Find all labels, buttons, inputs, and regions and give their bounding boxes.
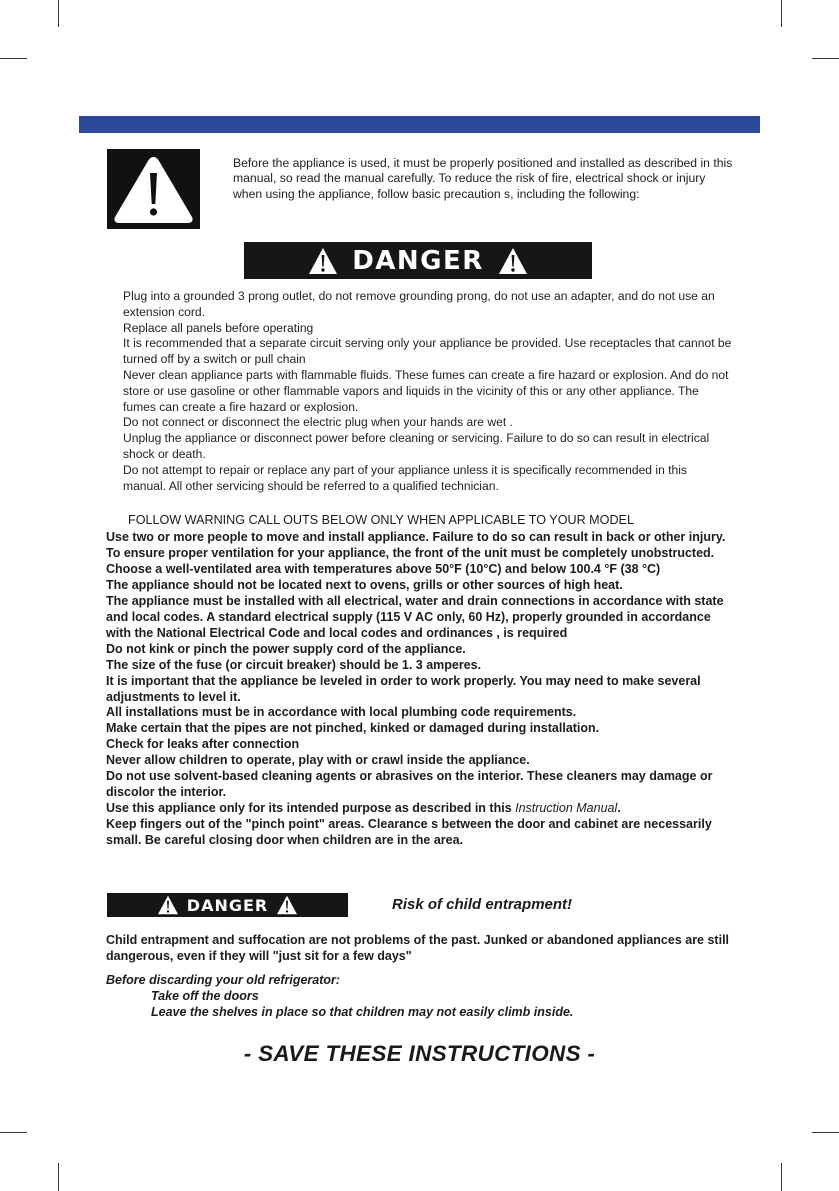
intro-paragraph: Before the appliance is used, it must be properly positioned and installed as described in this manual, so read the manual carefully. To reduce the risk of fire, electrical shock or injury when using the appliance, follow basic precaution s, including the following: [233, 156, 733, 201]
warning-triangle-icon [157, 895, 179, 915]
warning-callouts [106, 530, 738, 849]
danger-label-small [107, 893, 348, 917]
list-item: Plug into a grounded 3 prong outlet, do not remove grounding prong, do not use an adapter, and do not use an extension cord. [123, 289, 715, 319]
risk-title: Risk of child entrapment! [392, 896, 573, 913]
list-item: It is recommended that a separate circuit serving only your appliance be provided. Use receptacles that cannot be turned off by a switch or pull chain [123, 336, 732, 367]
entrapment-text: Child entrapment and suffocation are not problems of the past. Junked or abandoned appliances are still dangerous, even if they will "just sit for a few days" [106, 933, 730, 963]
discard-heading: Before discarding your old refrigerator: [106, 973, 341, 987]
header-banner [79, 116, 760, 133]
warning-triangle-icon [107, 149, 200, 229]
list-item: The appliance must be installed with all electrical, water and drain connections in accordance with state and local codes. A standard electrical supply (115 V AC only, 60 Hz), properly grounded in accordance with the National Electrical Code and local codes and ordinances , is required [106, 593, 724, 640]
list-item: All installations must be in accordance with local plumbing code requirements. [106, 705, 577, 720]
list-item: Do not use solvent-based cleaning agents or abrasives on the interior. These cleaners may damage or discolor the interior. [106, 769, 713, 800]
follow-heading: FOLLOW WARNING CALL OUTS BELOW ONLY WHEN APPLICABLE TO YOUR MODEL [128, 513, 634, 527]
list-item: Unplug the appliance or disconnect power before cleaning or servicing. Failure to do so can result in electrical shock or death. [123, 431, 710, 461]
warning-triangle-icon [308, 247, 338, 275]
list-item: Do not kink or pinch the power supply cord of the appliance. [106, 641, 466, 656]
list-item: Do not connect or disconnect the electric plug when your hands are wet . [123, 415, 513, 430]
discard-step: Take off the doors [151, 989, 259, 1003]
crop-mark [0, 1132, 27, 1133]
danger-word: DANGER [352, 245, 484, 276]
manual-title: Instruction Manual [515, 801, 618, 816]
crop-mark [0, 58, 27, 59]
crop-mark [58, 0, 59, 27]
save-instructions: - SAVE THESE INSTRUCTIONS - [243, 1041, 596, 1066]
list-item: Never clean appliance parts with flammable fluids. These fumes can create a fire hazard or explosion. And do not store or use gasoline or other flammable vapors and liquids in the vicinity of this or any other appliance. The fumes can create a fire hazard or explosion. [123, 367, 729, 414]
list-item: To ensure proper ventilation for your appliance, the front of the unit must be completely unobstructed. [106, 545, 715, 560]
crop-mark [812, 1132, 839, 1133]
intended-use-end: . [617, 801, 621, 816]
list-item: Choose a well-ventilated area with temperatures above 50°F (10°C) and below 100.4 °F (38 °C) [106, 561, 661, 576]
list-item: Keep fingers out of the "pinch point" areas. Clearance s between the door and cabinet are necessarily small. Be careful closing door when children are in the area. [106, 817, 712, 848]
list-item: Use two or more people to move and install appliance. Failure to do so can result in back or other injury. [106, 530, 726, 544]
list-item: Replace all panels before operating [123, 320, 314, 335]
crop-mark [812, 58, 839, 59]
list-item: The size of the fuse (or circuit breaker) should be 1. 3 amperes. [106, 657, 482, 672]
safety-list [123, 289, 733, 494]
crop-mark [781, 1163, 782, 1191]
warning-triangle-icon [498, 247, 528, 275]
discard-step: Leave the shelves in place so that children may not easily climb inside. [151, 1005, 574, 1019]
list-item: It is important that the appliance be leveled in order to work properly. You may need to make several adjustments to level it. [106, 673, 701, 704]
crop-mark [781, 0, 782, 27]
list-item: Make certain that the pipes are not pinched, kinked or damaged during installation. [106, 721, 600, 736]
list-item: Do not attempt to repair or replace any part of your appliance unless it is specifically recommended in this manual. All other servicing should be referred to a qualified technician. [123, 462, 687, 493]
crop-mark [58, 1163, 59, 1191]
list-item: The appliance should not be located next to ovens, grills or other sources of high heat. [106, 577, 623, 592]
warning-triangle-icon [276, 895, 298, 915]
discard-section [106, 972, 706, 1020]
list-item [106, 801, 738, 817]
danger-label [244, 242, 592, 279]
intended-use-text: Use this appliance only for its intended purpose as described in this [106, 801, 516, 816]
list-item: Never allow children to operate, play with or crawl inside the appliance. [106, 753, 530, 768]
list-item: Check for leaks after connection [106, 737, 300, 752]
danger-word: DANGER [186, 895, 269, 915]
entrapment-paragraph [106, 932, 746, 964]
